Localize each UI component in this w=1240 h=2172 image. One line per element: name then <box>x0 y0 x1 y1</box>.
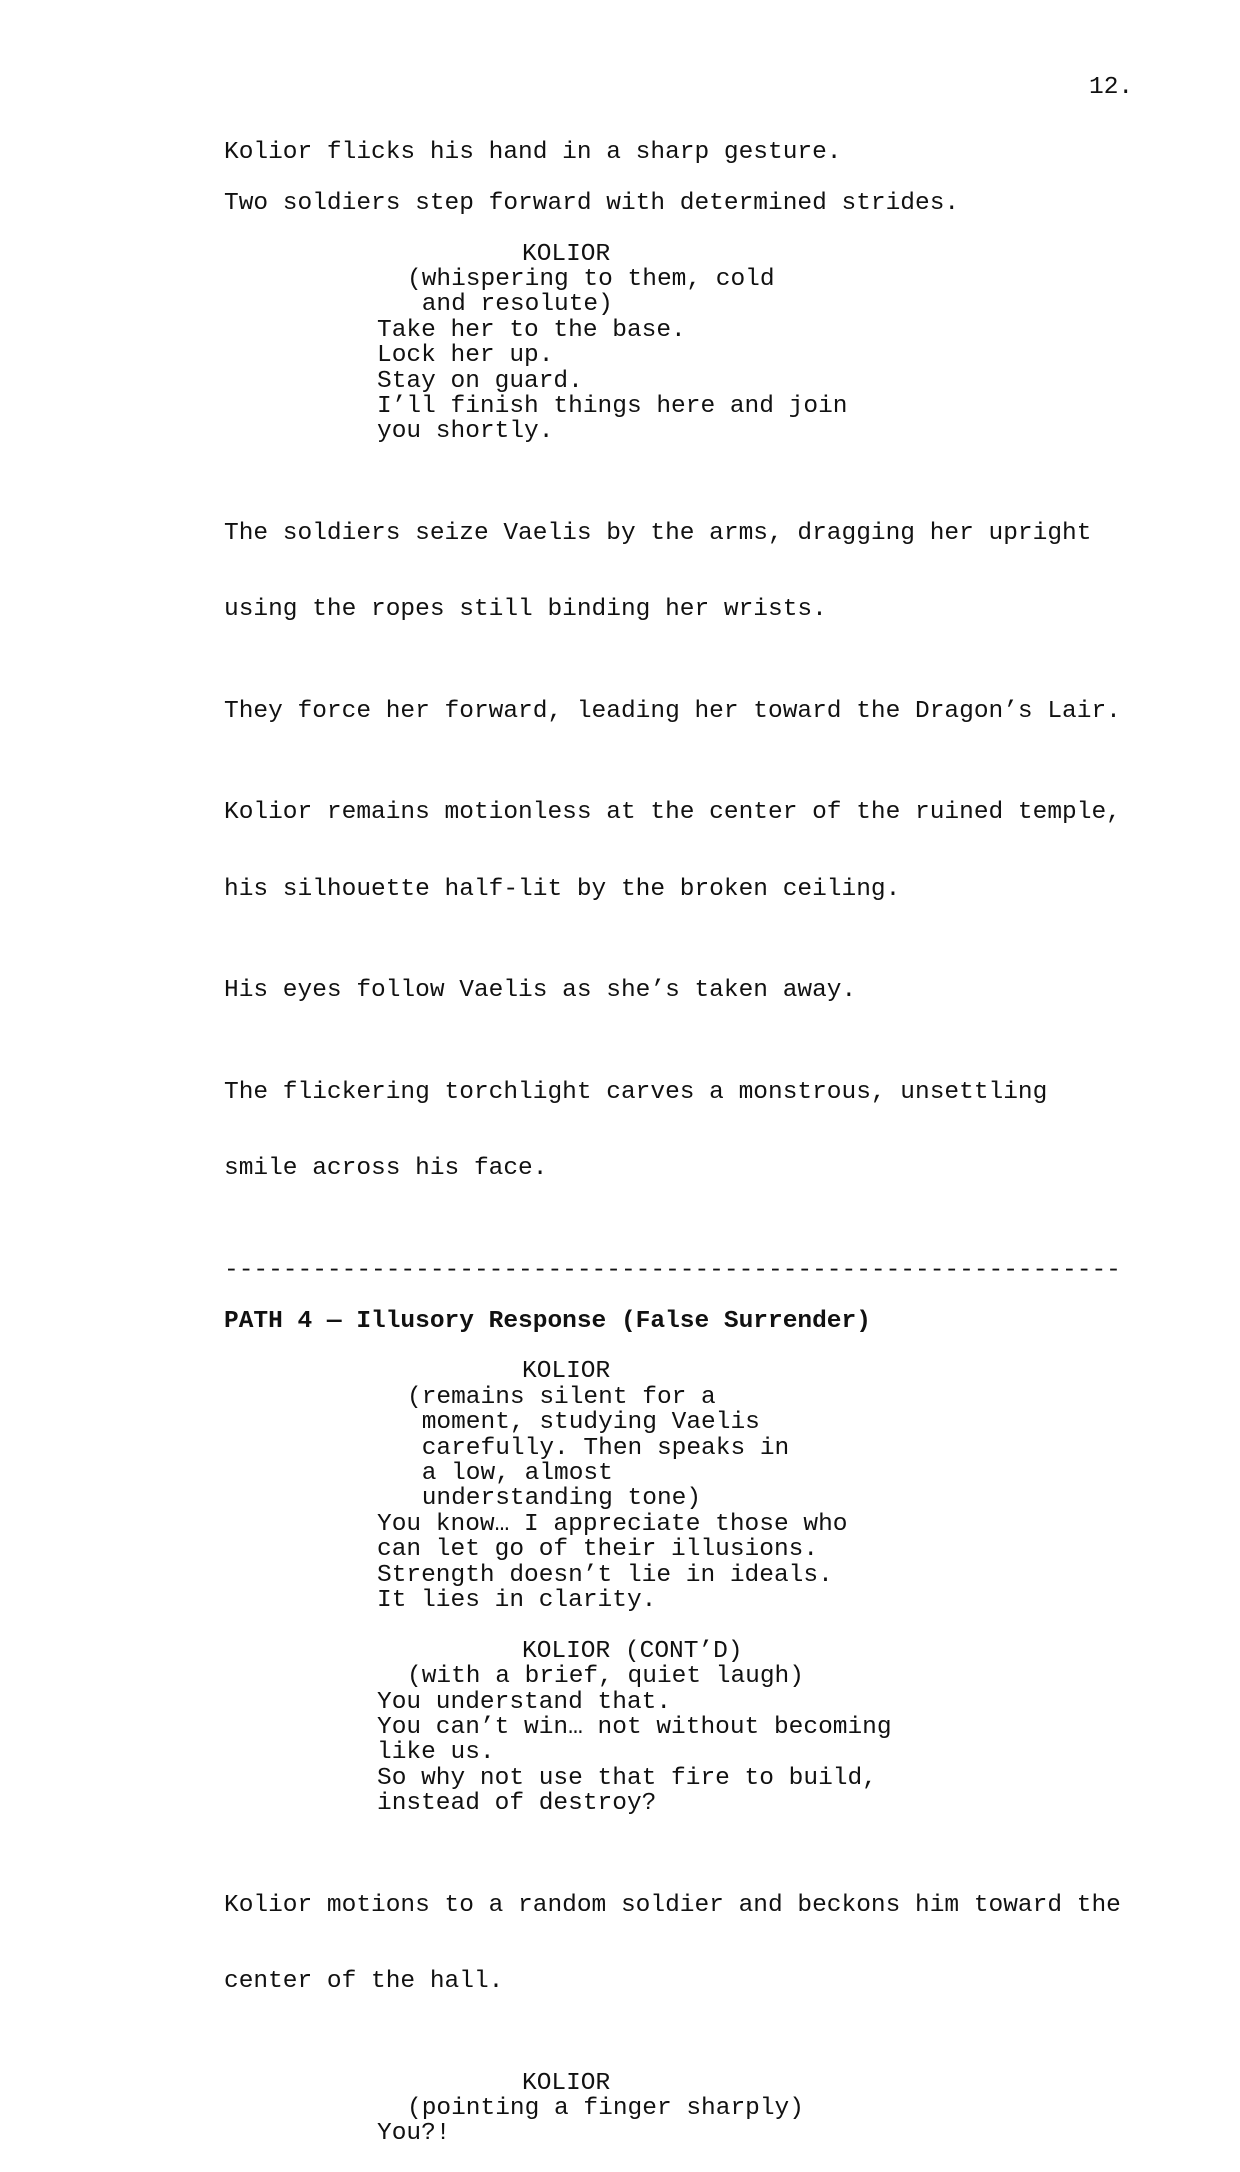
dialogue-line: instead of destroy? <box>377 1790 657 1818</box>
character-name: KOLIOR <box>522 1358 611 1386</box>
action-line: Two soldiers step forward with determined strides. <box>224 189 960 217</box>
dialogue-line: I’ll finish things here and join <box>377 393 848 421</box>
action-paragraph <box>224 1842 1144 2045</box>
dialogue-line: Stay on guard. <box>377 367 583 395</box>
action-line: Kolior motions to a random soldier and beckons him toward the <box>224 1891 1121 1919</box>
dialogue-line: like us. <box>377 1739 495 1767</box>
dialogue-line: Lock her up. <box>377 342 554 370</box>
parenthetical-line: a low, almost <box>407 1459 613 1487</box>
dialogue-line: can let go of their illusions. <box>377 1536 819 1564</box>
dialogue-line: You know… I appreciate those who <box>377 1510 848 1538</box>
dialogue-block <box>224 1639 1144 1817</box>
action-line: using the ropes still binding her wrists. <box>224 596 827 624</box>
action-line: The flickering torchlight carves a monstrous, unsettling <box>224 1078 1048 1106</box>
action-paragraph <box>224 750 1144 953</box>
dialogue-line: you shortly. <box>377 418 554 446</box>
action-line: smile across his face. <box>224 1155 548 1183</box>
action-line: Kolior flicks his hand in a sharp gesture. <box>224 139 842 166</box>
parenthetical-line: (with a brief, quiet laugh) <box>407 1663 804 1691</box>
parenthetical-line: understanding tone) <box>407 1485 702 1513</box>
parenthetical-line: (pointing a finger sharply) <box>407 2095 804 2123</box>
action-paragraph <box>224 470 1144 673</box>
action-line: his silhouette half-lit by the broken ceiling. <box>224 875 901 903</box>
action-line: center of the hall. <box>224 1968 504 1996</box>
dialogue-line: So why not use that fire to build, <box>377 1764 877 1792</box>
dialogue-line: Take her to the base. <box>377 316 686 344</box>
section-heading: PATH 4 — Illusory Response (False Surrender) <box>224 1307 871 1335</box>
parenthetical-line: carefully. Then speaks in <box>407 1434 790 1462</box>
page-number: 12. <box>1089 74 1134 101</box>
character-name: KOLIOR <box>522 240 611 268</box>
script-page <box>224 140 1144 2172</box>
parenthetical-line: moment, studying Vaelis <box>407 1409 760 1437</box>
parenthetical-line: (remains silent for a <box>407 1383 716 1411</box>
section-divider: ------------------------------------------------------------- <box>224 1256 1121 1284</box>
dialogue-line: You?! <box>377 2120 451 2148</box>
action-line: The soldiers seize Vaelis by the arms, dragging her upright <box>224 520 1092 548</box>
parenthetical-line: and resolute) <box>407 291 613 319</box>
dialogue-block <box>224 242 1144 445</box>
dialogue-block <box>224 2071 1144 2147</box>
dialogue-line: You understand that. <box>377 1688 672 1716</box>
action-line: His eyes follow Vaelis as she’s taken away. <box>224 977 857 1005</box>
dialogue-line: It lies in clarity. <box>377 1587 657 1614</box>
dialogue-line: You can’t win… not without becoming <box>377 1714 892 1742</box>
dialogue-block <box>224 1359 1144 1613</box>
parenthetical-line: (whispering to them, cold <box>407 266 775 293</box>
action-paragraph <box>224 1029 1144 1232</box>
action-line: Kolior remains motionless at the center of the ruined temple, <box>224 799 1121 827</box>
action-line: They force her forward, leading her toward the Dragon’s Lair. <box>224 697 1121 725</box>
character-name: KOLIOR <box>522 2069 611 2097</box>
dialogue-line: Strength doesn’t lie in ideals. <box>377 1561 833 1589</box>
character-name: KOLIOR (CONT’D) <box>522 1637 743 1665</box>
